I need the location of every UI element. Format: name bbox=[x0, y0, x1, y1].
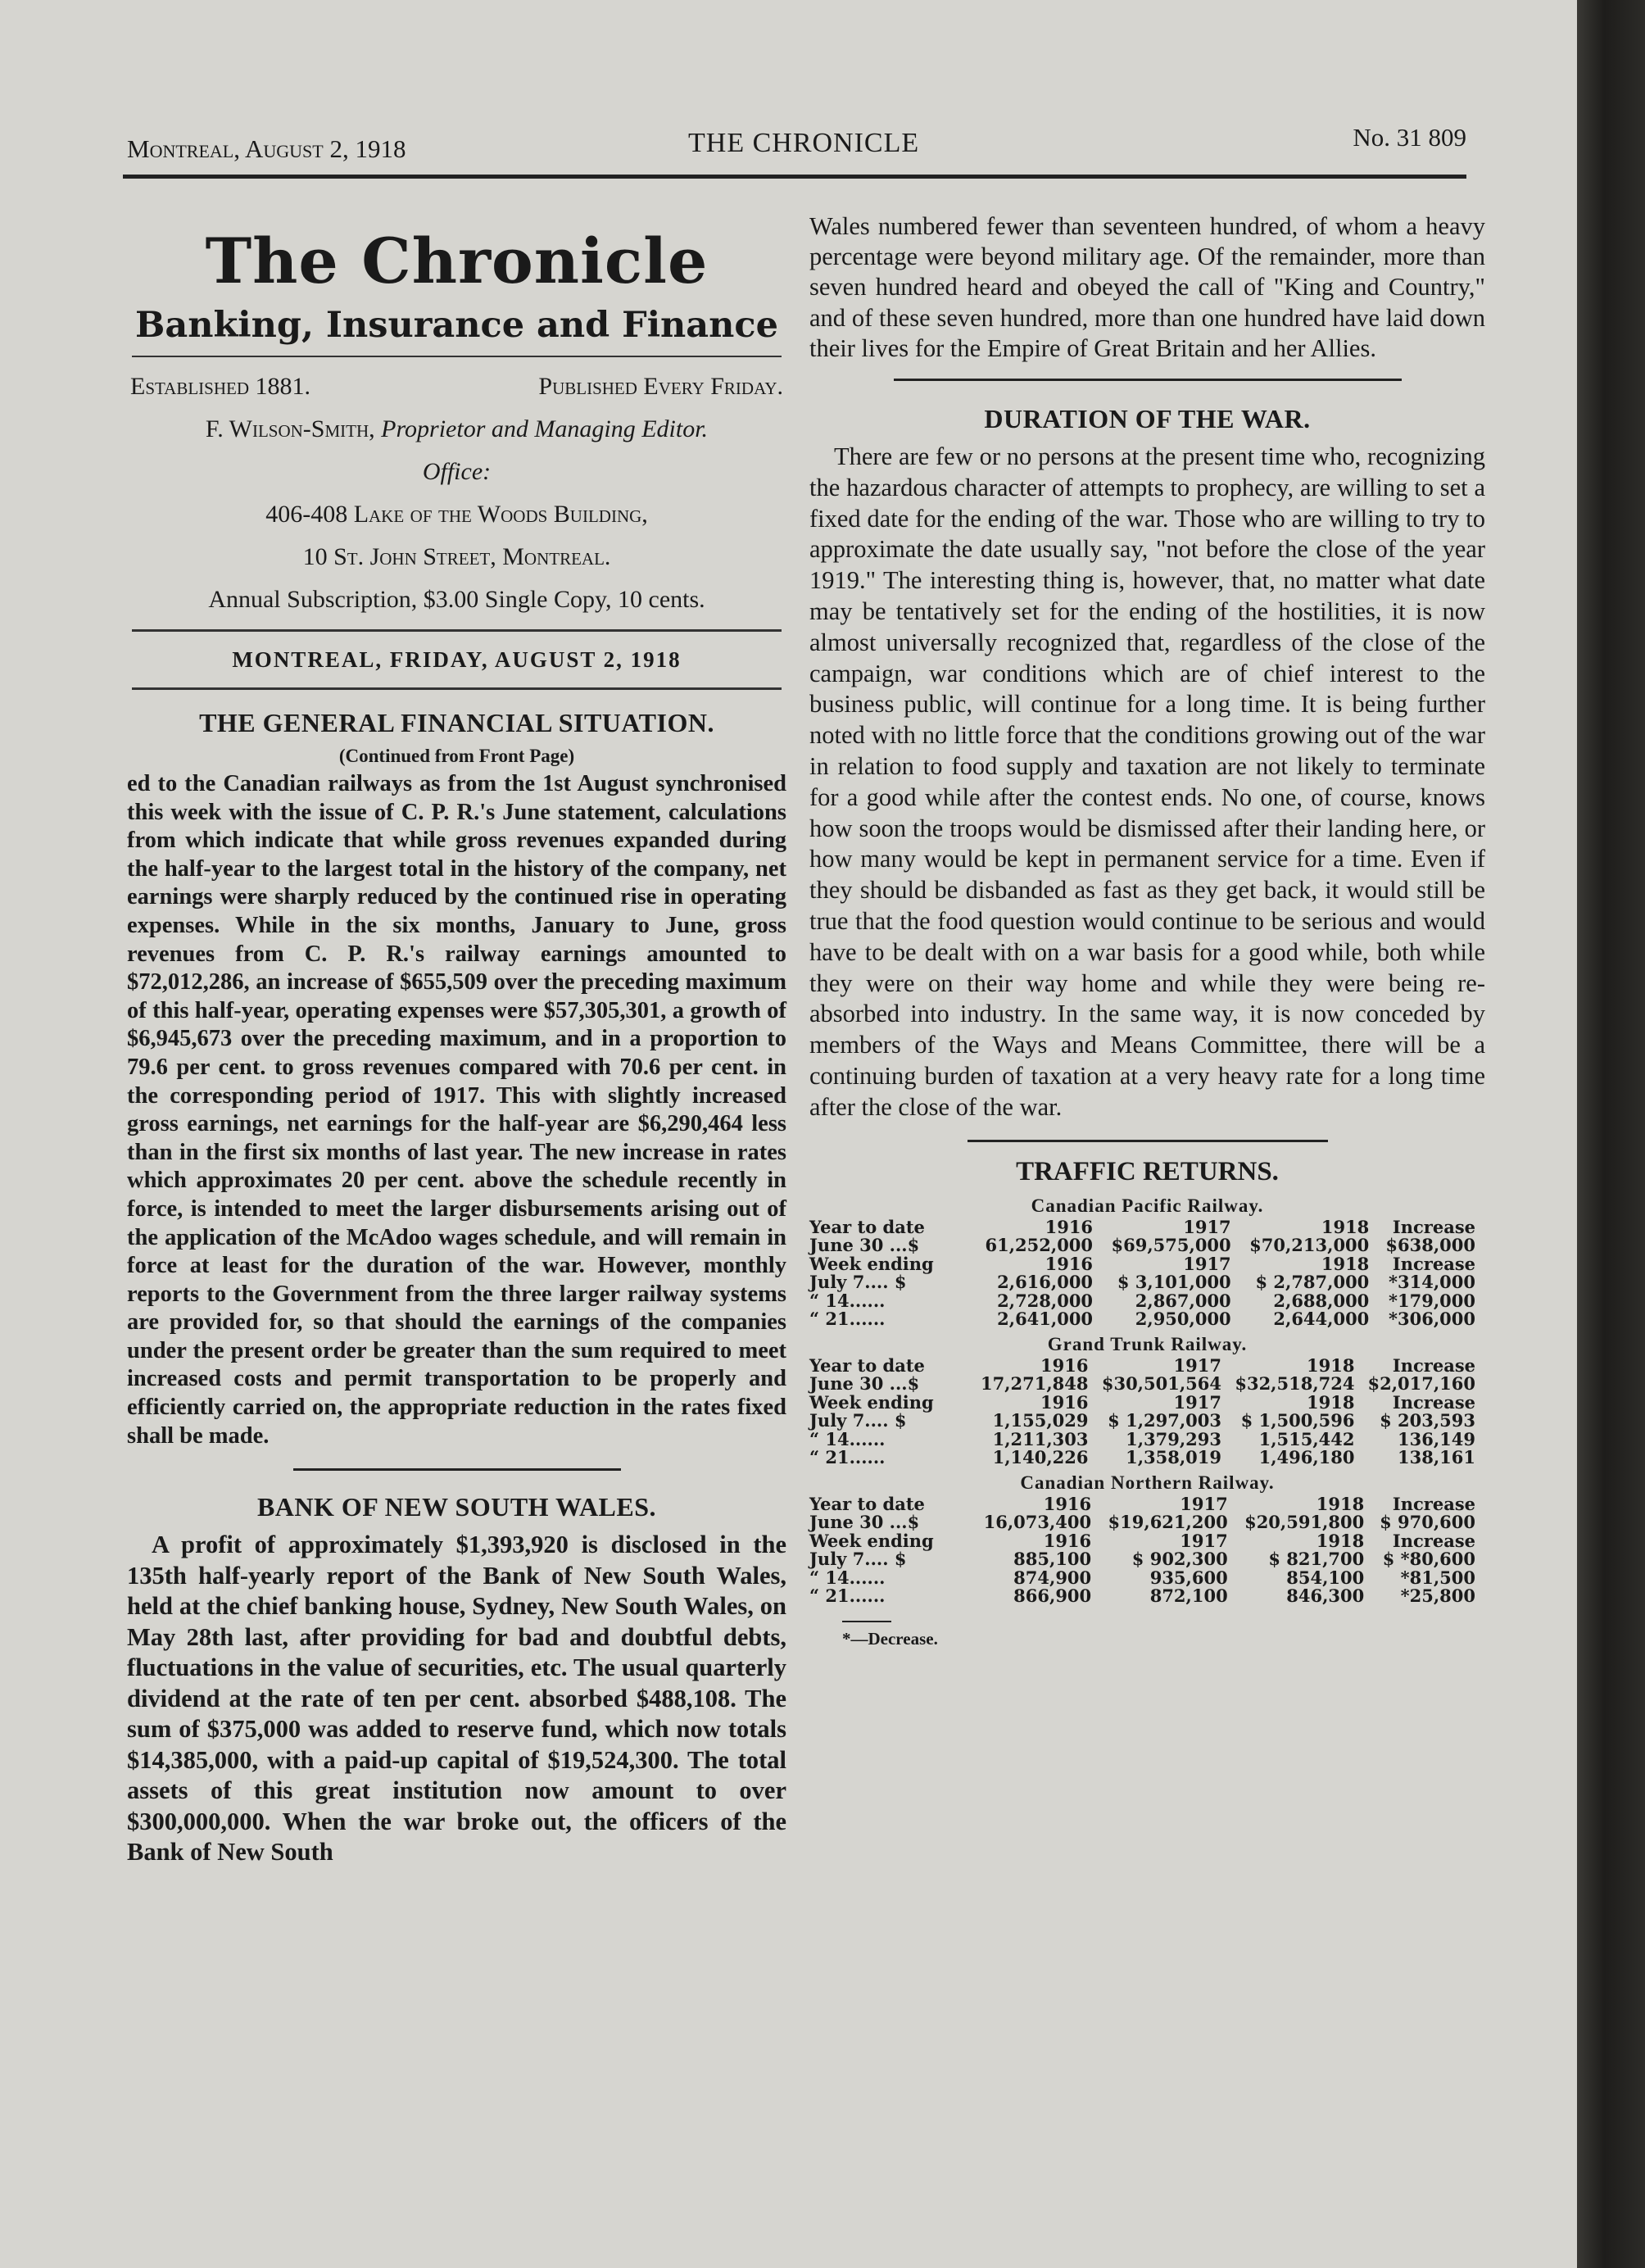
table-cell: Year to date bbox=[809, 1354, 925, 1376]
proprietor-role: Proprietor and Managing Editor. bbox=[381, 415, 709, 442]
table-cell: Year to date bbox=[809, 1216, 925, 1237]
running-head-page-number: No. 31 809 bbox=[1353, 123, 1466, 152]
table-cell: 1,155,029 bbox=[992, 1410, 1089, 1431]
table-cell: $ 970,600 bbox=[1380, 1512, 1475, 1533]
running-head-title: THE CHRONICLE bbox=[688, 128, 920, 158]
table-cell: 1916 bbox=[1045, 1216, 1094, 1237]
dateline: MONTREAL, FRIDAY, AUGUST 2, 1918 bbox=[232, 647, 682, 672]
traffic-cnr bbox=[809, 1472, 1485, 1606]
table-cell: 1,358,019 bbox=[1126, 1447, 1221, 1468]
company-name: Canadian Northern Railway. bbox=[1020, 1472, 1275, 1493]
section-rule-right bbox=[894, 379, 1402, 381]
table-cell: *25,800 bbox=[1400, 1585, 1475, 1607]
table-cell: 2,728,000 bbox=[997, 1290, 1094, 1311]
table-cell: 1918 bbox=[1316, 1530, 1365, 1551]
financial-heading: THE GENERAL FINANCIAL SITUATION. bbox=[199, 708, 714, 737]
traffic-table-cpr bbox=[809, 1218, 1485, 1329]
table-row bbox=[809, 1236, 1485, 1255]
traffic-rule bbox=[968, 1140, 1328, 1142]
table-cell: Increase bbox=[1392, 1354, 1475, 1376]
table-cell: 1,379,293 bbox=[1126, 1428, 1221, 1449]
table-cell: 1916 bbox=[1045, 1253, 1094, 1274]
table-cell: $638,000 bbox=[1385, 1235, 1475, 1256]
subscription-line: Annual Subscription, $3.00 Single Copy, 10 cents. bbox=[208, 586, 705, 613]
table-cell: June 30 ...$ bbox=[809, 1373, 920, 1395]
table-cell: 2,616,000 bbox=[997, 1272, 1094, 1293]
table-row bbox=[809, 1310, 1485, 1329]
table-cell: 1917 bbox=[1173, 1354, 1221, 1376]
address-line-2: 10 St. John Street, Montreal. bbox=[302, 543, 611, 570]
table-cell: $ *80,600 bbox=[1382, 1549, 1475, 1570]
table-cell: 1917 bbox=[1183, 1216, 1231, 1237]
table-cell: “ 14...... bbox=[809, 1567, 886, 1588]
table-cell: 1918 bbox=[1321, 1216, 1370, 1237]
table-cell: Increase bbox=[1392, 1253, 1475, 1274]
table-cell: $ 203,593 bbox=[1380, 1410, 1475, 1431]
header-rule bbox=[123, 175, 1466, 179]
table-cell: 1916 bbox=[1043, 1530, 1092, 1551]
section-rule bbox=[293, 1468, 621, 1471]
right-column bbox=[809, 211, 1485, 1649]
dateline-rule-bottom bbox=[132, 687, 782, 690]
table-cell: “ 14...... bbox=[809, 1428, 886, 1449]
table-cell: *179,000 bbox=[1389, 1290, 1475, 1311]
table-row bbox=[809, 1394, 1485, 1413]
table-row bbox=[809, 1449, 1485, 1467]
table-cell: $19,621,200 bbox=[1108, 1512, 1228, 1533]
traffic-gtr bbox=[809, 1334, 1485, 1467]
table-cell: 1918 bbox=[1321, 1253, 1370, 1274]
table-cell: 1918 bbox=[1307, 1354, 1355, 1376]
table-row bbox=[809, 1431, 1485, 1449]
table-cell: 2,641,000 bbox=[997, 1309, 1094, 1330]
table-cell: 1917 bbox=[1173, 1391, 1221, 1413]
table-cell: 885,100 bbox=[1013, 1549, 1092, 1570]
table-row bbox=[809, 1550, 1485, 1569]
table-row bbox=[809, 1273, 1485, 1292]
table-cell: $20,591,800 bbox=[1244, 1512, 1365, 1533]
war-heading: DURATION OF THE WAR. bbox=[984, 404, 1311, 434]
financial-body: ed to the Canadian railways as from the 1st August synchronised this week with the issue of C. P. R.'s June statement, calculations from which indicate that while gross revenues expanded during the half-year to the largest total in the history of the company, net earnings were sharply reduced by the continued rise in operating expenses. While in the six months, January to June, gross revenues from C. P. R.'s railway earnings amounted to $72,012,286, an increase of $655,509 over the preceding maximum of this half-year, operating expenses were $57,305,301, a growth of $6,945,673 over the preceding maximum, and in a proportion to 79.6 per cent. to gross revenues compared with 70.6 per cent. in the corresponding period of 1917. This with slightly increased gross earnings, net earnings for the half-year are $6,290,464 less than in the first six months of last year. The new increase in rates which approximates 20 per cent. above the schedule recently in force, is intended to meet the larger disbursements arising out of the application of the McAdoo wages schedule, and will remain in force at least for the duration of the war. However, monthly reports to the Government from the three larger railway systems are provided for, so that should the earnings of the companies under the present order be greater than the sum required to meet increased costs and permit transportation to be properly and efficiently carried on, the appropriate reduction in the rates fixed shall be made. bbox=[127, 771, 786, 1449]
table-cell: 1,496,180 bbox=[1258, 1447, 1355, 1468]
table-cell: $69,575,000 bbox=[1111, 1235, 1231, 1256]
table-cell: $ 821,700 bbox=[1268, 1549, 1365, 1570]
table-row bbox=[809, 1587, 1485, 1606]
traffic-table-gtr bbox=[809, 1354, 1485, 1468]
table-cell: 1917 bbox=[1180, 1493, 1228, 1514]
table-cell: 846,300 bbox=[1286, 1585, 1365, 1607]
table-cell: *314,000 bbox=[1389, 1272, 1475, 1293]
table-cell: Increase bbox=[1392, 1493, 1475, 1514]
table-cell: 1,211,303 bbox=[992, 1428, 1089, 1449]
table-cell: 1918 bbox=[1316, 1493, 1365, 1514]
proprietor-line bbox=[127, 408, 786, 451]
table-cell: “ 21...... bbox=[809, 1309, 886, 1330]
table-cell: “ 14...... bbox=[809, 1290, 886, 1311]
bank-continuation: Wales numbered fewer than seventeen hundred, of whom a heavy percentage were beyond military age. Of the remainder, more than seven hundred heard and obeyed the call of "King and Country," and of these seven hundred, more than one hundred have laid down their lives for the Empire of Great Britain and her Allies. bbox=[809, 212, 1485, 362]
table-cell: Week ending bbox=[809, 1253, 934, 1274]
bank-heading: BANK OF NEW SOUTH WALES. bbox=[256, 1492, 657, 1522]
table-cell: 17,271,848 bbox=[980, 1373, 1089, 1395]
table-cell: July 7.... $ bbox=[809, 1549, 907, 1570]
table-row bbox=[809, 1569, 1485, 1588]
dateline-rule-top bbox=[132, 629, 782, 632]
traffic-heading: TRAFFIC RETURNS. bbox=[1016, 1156, 1279, 1186]
table-row bbox=[809, 1513, 1485, 1532]
table-row bbox=[809, 1357, 1485, 1376]
table-cell: 2,644,000 bbox=[1273, 1309, 1370, 1330]
table-cell: $ 1,500,596 bbox=[1240, 1410, 1355, 1431]
masthead-rule bbox=[132, 356, 782, 357]
bank-body: A profit of approximately $1,393,920 is disclosed in the 135th half-yearly report of the Bank of New South Wales, held at the chief banking house, Sydney, New South Wales, on May 28th last, after providing for bad and doubtful debts, fluctuations in the value of securities, etc. The usual quarterly dividend at the rate of ten per cent. absorbed $488,108. The sum of $375,000 was added to reserve fund, which now totals $14,385,000, with a paid-up capital of $19,524,300. The total assets of this great institution now amount to over $300,000,000. When the war broke out, the officers of the Bank of New South bbox=[127, 1531, 786, 1867]
war-body: There are few or no persons at the present time who, recognizing the hazardous character of attempts to prophecy, are willing to set a fixed date for the ending of the war. Those who are willing to try to approximate the date usually say, "not before the close of the year 1919." The interesting thing is, however, that, no matter what date may be tentatively set for the ending of the hostilities, it is now almost universally recognized that, regardless of the close of the campaign, war conditions which are of chief interest to the business public, will continue for a long time. It is being further noted with no little force that the conditions growing out of the war in relation to food supply and taxation are not likely to terminate for a good while after the contest ends. No one, of course, knows how soon the troops would be dismissed after their landing here, or how many would be kept in permanent service for a time. Even if they should be disbanded as fast as they get back, it would still be true that the food question would continue to be serious and would have to be dealt with on a war basis for a good while, both while they were on their way home and while they were being re-absorbed into industry. In the same way, it is now conceded by members of the Ways and Means Committee, there will be a continuing burden of taxation at a very heavy rate for a long time after the close of the war. bbox=[809, 442, 1485, 1121]
table-cell: 2,950,000 bbox=[1135, 1309, 1231, 1330]
established-line: Established 1881. bbox=[130, 373, 310, 400]
table-cell: $ 3,101,000 bbox=[1117, 1272, 1231, 1293]
proprietor-name: F. Wilson-Smith, bbox=[205, 415, 375, 442]
table-row bbox=[809, 1218, 1485, 1237]
table-cell: Increase bbox=[1392, 1530, 1475, 1551]
company-name: Canadian Pacific Railway. bbox=[1031, 1195, 1264, 1216]
table-cell: June 30 ...$ bbox=[809, 1235, 920, 1256]
imprint bbox=[127, 365, 786, 621]
continued-note: (Continued from Front Page) bbox=[338, 746, 575, 766]
table-cell: 16,073,400 bbox=[983, 1512, 1092, 1533]
running-head-date: Montreal, August 2, 1918 bbox=[127, 134, 406, 163]
table-cell: “ 21...... bbox=[809, 1585, 886, 1607]
address-line-1: 406-408 Lake of the Woods Building, bbox=[265, 501, 648, 528]
traffic-table-cnr bbox=[809, 1495, 1485, 1606]
table-cell: $ 1,297,003 bbox=[1108, 1410, 1221, 1431]
table-cell: 136,149 bbox=[1398, 1428, 1475, 1449]
table-row bbox=[809, 1495, 1485, 1514]
table-cell: $70,213,000 bbox=[1249, 1235, 1370, 1256]
table-cell: $ 902,300 bbox=[1131, 1549, 1228, 1570]
table-cell: 866,900 bbox=[1013, 1585, 1092, 1607]
table-cell: 1916 bbox=[1040, 1354, 1089, 1376]
table-cell: $30,501,564 bbox=[1101, 1373, 1221, 1395]
table-row bbox=[809, 1292, 1485, 1311]
table-cell: 138,161 bbox=[1398, 1447, 1475, 1468]
table-cell: 2,867,000 bbox=[1135, 1290, 1231, 1311]
table-row bbox=[809, 1412, 1485, 1431]
table-cell: 1916 bbox=[1040, 1391, 1089, 1413]
table-cell: “ 21...... bbox=[809, 1447, 886, 1468]
table-cell: 1,140,226 bbox=[992, 1447, 1089, 1468]
masthead-subtitle: Banking, Insurance and Finance bbox=[135, 305, 778, 346]
table-cell: 1917 bbox=[1180, 1530, 1228, 1551]
traffic-cpr bbox=[809, 1195, 1485, 1329]
table-cell: 854,100 bbox=[1286, 1567, 1365, 1588]
table-cell: *306,000 bbox=[1389, 1309, 1475, 1330]
table-cell: Year to date bbox=[809, 1493, 925, 1514]
table-cell: Week ending bbox=[809, 1530, 934, 1551]
footnote-rule bbox=[842, 1621, 891, 1622]
table-row bbox=[809, 1375, 1485, 1394]
table-row bbox=[809, 1532, 1485, 1551]
table-cell: July 7.... $ bbox=[809, 1410, 907, 1431]
table-cell: Increase bbox=[1392, 1216, 1475, 1237]
masthead-title: The Chronicle bbox=[205, 225, 709, 297]
table-cell: $32,518,724 bbox=[1235, 1373, 1355, 1395]
table-cell: $ 2,787,000 bbox=[1255, 1272, 1370, 1293]
table-cell: 61,252,000 bbox=[985, 1235, 1094, 1256]
table-cell: 874,900 bbox=[1013, 1567, 1092, 1588]
table-cell: 1,515,442 bbox=[1258, 1428, 1355, 1449]
table-cell: 872,100 bbox=[1149, 1585, 1228, 1607]
table-cell: $2,017,160 bbox=[1367, 1373, 1475, 1395]
footnote: *—Decrease. bbox=[842, 1628, 938, 1649]
table-cell: Week ending bbox=[809, 1391, 934, 1413]
left-column bbox=[127, 197, 786, 1868]
table-cell: July 7.... $ bbox=[809, 1272, 907, 1293]
table-row bbox=[809, 1255, 1485, 1274]
table-cell: 1917 bbox=[1183, 1253, 1231, 1274]
table-cell: 2,688,000 bbox=[1273, 1290, 1370, 1311]
table-cell: 1916 bbox=[1043, 1493, 1092, 1514]
table-cell: 935,600 bbox=[1149, 1567, 1228, 1588]
table-cell: June 30 ...$ bbox=[809, 1512, 920, 1533]
published-line: Published Every Friday. bbox=[538, 373, 783, 400]
table-cell: Increase bbox=[1392, 1391, 1475, 1413]
table-cell: 1918 bbox=[1307, 1391, 1355, 1413]
running-head bbox=[127, 123, 1466, 164]
binding-spine bbox=[1577, 0, 1645, 2268]
table-cell: *81,500 bbox=[1400, 1567, 1475, 1588]
company-name: Grand Trunk Railway. bbox=[1047, 1333, 1248, 1354]
office-label: Office: bbox=[422, 458, 492, 485]
